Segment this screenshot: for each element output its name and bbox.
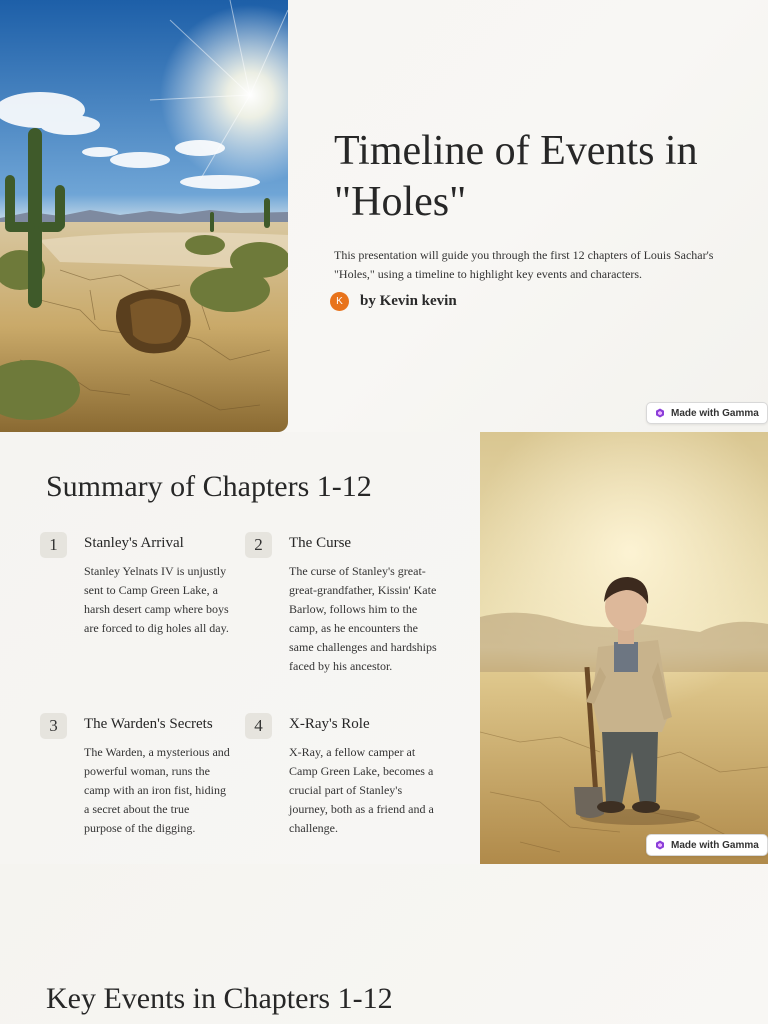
key-events-title: Key Events in Chapters 1-12	[46, 982, 393, 1015]
card-body: The curse of Stanley's great-great-grandfather, Kissin' Kate Barlow, follows him to the camp, as he encounters the same challenges and hardships faced by his ancestor.	[289, 564, 437, 673]
author-name: by Kevin kevin	[360, 293, 457, 309]
avatar: K	[330, 292, 349, 311]
card-body: X-Ray, a fellow camper at Camp Green Lake, becomes a crucial part of Stanley's journey, both as a friend and a challenge.	[289, 745, 434, 835]
key-events-slide	[0, 864, 768, 1024]
presentation-intro: This presentation will guide you through the first 12 chapters of Louis Sachar's "Holes," using a timeline to highlight key events and characters.	[334, 248, 714, 281]
card-number: 2	[245, 532, 272, 558]
gamma-logo-icon	[655, 840, 665, 850]
desert-cactus-image	[0, 0, 288, 432]
gamma-badge-label: Made with Gamma	[671, 839, 759, 851]
presentation-title: Timeline of Events in "Holes"	[334, 128, 698, 225]
made-with-gamma-badge[interactable]	[646, 402, 768, 424]
card-number: 4	[245, 713, 272, 739]
card-number: 1	[40, 532, 67, 558]
summary-title: Summary of Chapters 1-12	[46, 470, 372, 503]
card-heading: X-Ray's Role	[289, 716, 370, 732]
card-body: The Warden, a mysterious and powerful woman, runs the camp with an iron fist, hiding a secret about the true purpose of the digging.	[84, 745, 230, 835]
title-slide	[0, 0, 768, 432]
summary-slide	[0, 432, 768, 864]
card-heading: Stanley's Arrival	[84, 535, 184, 551]
card-heading: The Warden's Secrets	[84, 716, 213, 732]
gamma-badge-label: Made with Gamma	[671, 407, 759, 419]
card-number: 3	[40, 713, 67, 739]
card-heading: The Curse	[289, 535, 352, 551]
card-body: Stanley Yelnats IV is unjustly sent to Camp Green Lake, a harsh desert camp where boys are forced to dig holes all day.	[84, 564, 229, 635]
author-info	[330, 292, 457, 311]
gamma-logo-icon	[655, 408, 665, 418]
boy-with-shovel-image	[480, 432, 768, 864]
made-with-gamma-badge[interactable]	[646, 834, 768, 856]
